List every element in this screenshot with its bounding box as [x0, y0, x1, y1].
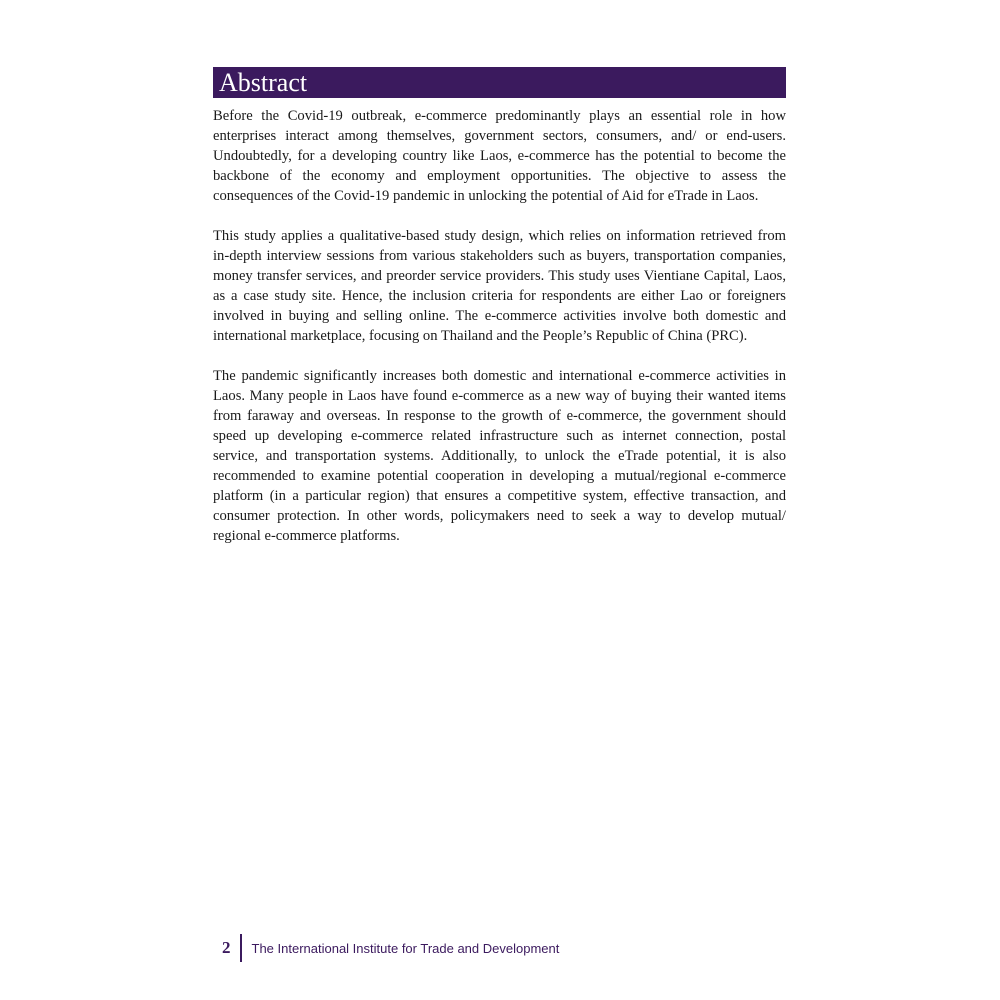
abstract-paragraph-2: This study applies a qualitative-based study design, which relies on information retrieved from in-depth interview sessions from various stakeholders such as buyers, transportation companies, money transfer services, and preorder service providers. This study uses Vientiane Capital, Laos, as a case study site. Hence, the inclusion criteria for respondents are either Lao or foreigners involved in buying and selling online. The e-commerce activities involve both domestic and international marketplace, focusing on Thailand and the People’s Republic of China (PRC).: [213, 228, 786, 344]
footer-organization: The International Institute for Trade and Development: [251, 940, 560, 956]
abstract-paragraph-3: The pandemic significantly increases both domestic and international e-commerce activities in Laos. Many people in Laos have found e-commerce as a new way of buying their wanted items from faraway and overseas. In response to the growth of e-commerce, the government should speed up developing e-commerce related infrastructure such as internet connection, postal service, and transportation systems. Additionally, to unlock the eTrade potential, it is also recommended to examine potential cooperation in developing a mutual/regional e-commerce platform (in a particular region) that ensures a competitive system, effective transaction, and consumer protection. In other words, policymakers need to seek a way to develop mutual/ regional e-commerce platforms.: [213, 368, 786, 544]
abstract-body: [213, 106, 786, 566]
section-header-banner: [213, 67, 786, 98]
page-footer: [222, 934, 559, 962]
abstract-paragraph-1: Before the Covid-19 outbreak, e-commerce predominantly plays an essential role in how enterprises interact among themselves, government sectors, consumers, and/ or end-users. Undoubtedly, for a developing country like Laos, e-commerce has the potential to become the backbone of the economy and employment opportunities. The objective to assess the consequences of the Covid-19 pandemic in unlocking the potential of Aid for eTrade in Laos.: [213, 108, 786, 204]
page-number: 2: [222, 938, 231, 957]
section-title: Abstract: [219, 68, 308, 97]
footer-divider: [240, 934, 242, 962]
